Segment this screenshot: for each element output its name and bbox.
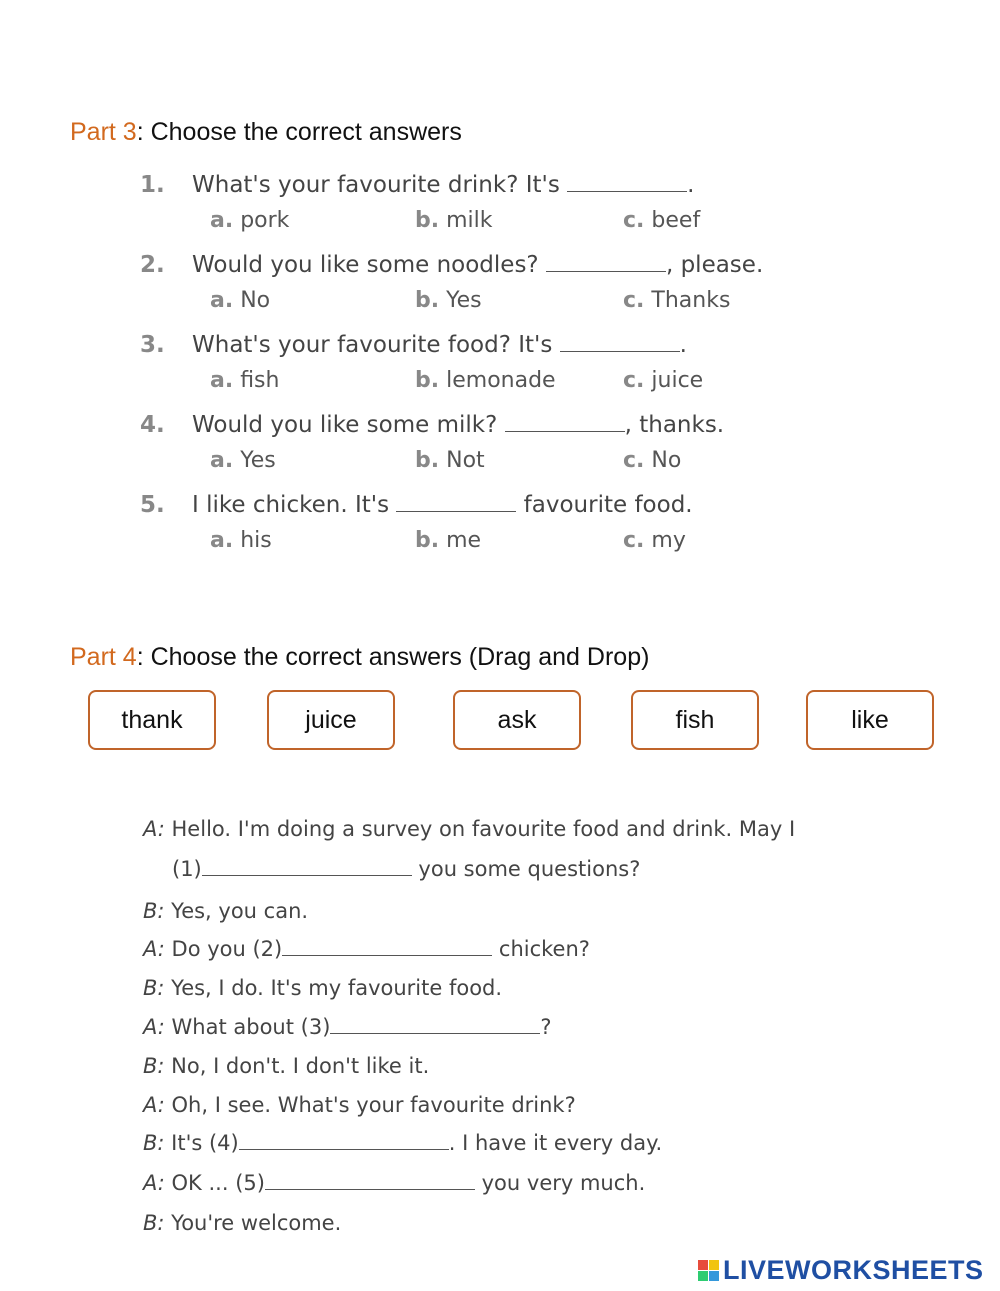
speaker: A:	[143, 1171, 165, 1195]
question-text-end: .	[679, 332, 687, 358]
answer-blank[interactable]	[546, 253, 666, 272]
speaker: B:	[143, 1054, 165, 1078]
drag-word-ask[interactable]: ask	[453, 690, 581, 750]
question-number: 1.	[140, 172, 165, 198]
option-letter: a.	[210, 448, 234, 473]
drag-word-juice[interactable]: juice	[267, 690, 395, 750]
option-text: Not	[446, 448, 485, 473]
part3-label: Part 3	[70, 118, 137, 146]
option-text: my	[651, 528, 686, 553]
question-4	[140, 412, 840, 473]
option-b[interactable]	[415, 208, 493, 233]
dialogue-text-end: ?	[540, 1015, 552, 1039]
option-text: Yes	[446, 288, 482, 313]
dialogue-text: Yes, I do. It's my favourite food.	[164, 976, 503, 1000]
dialogue-text: It's (4)	[164, 1131, 239, 1155]
logo-text: LIVEWORKSHEETS	[723, 1255, 984, 1285]
logo-block	[698, 1260, 708, 1270]
question-1	[140, 172, 840, 233]
dialogue-line-2	[172, 857, 640, 881]
speaker: B:	[143, 976, 165, 1000]
option-text: lemonade	[446, 368, 556, 393]
speaker: A:	[143, 1093, 165, 1117]
option-letter: b.	[415, 528, 440, 553]
option-a[interactable]	[210, 208, 289, 233]
dialogue-text: Yes, you can.	[164, 899, 309, 923]
dialogue-text: Oh, I see. What's your favourite drink?	[164, 1093, 576, 1117]
drop-zone-2[interactable]	[282, 939, 492, 956]
dialogue-line-1	[143, 817, 795, 841]
option-letter: c.	[623, 528, 645, 553]
dialogue-line-7	[143, 1054, 429, 1078]
logo-block	[698, 1271, 708, 1281]
part3-heading	[70, 118, 462, 147]
option-b[interactable]	[415, 528, 481, 553]
question-text-end: , thanks.	[624, 412, 725, 438]
part3-title: : Choose the correct answers	[136, 118, 462, 146]
dialogue-text: (1)	[172, 857, 202, 881]
drag-word-fish[interactable]: fish	[631, 690, 759, 750]
dialogue-line-11	[143, 1211, 341, 1235]
question-text: What's your favourite food? It's	[192, 332, 560, 358]
question-number: 2.	[140, 252, 165, 278]
question-number: 5.	[140, 492, 165, 518]
question-text: I like chicken. It's	[192, 492, 397, 518]
speaker: B:	[143, 1131, 165, 1155]
dialogue-line-4	[143, 937, 590, 961]
option-a[interactable]	[210, 368, 279, 393]
question-text: Would you like some milk?	[192, 412, 505, 438]
question-5	[140, 492, 840, 553]
question-text-end: , please.	[665, 252, 764, 278]
option-a[interactable]	[210, 288, 270, 313]
drop-zone-3[interactable]	[330, 1017, 540, 1034]
option-c[interactable]	[623, 528, 686, 553]
option-text: No	[240, 288, 271, 313]
option-text: pork	[240, 208, 290, 233]
option-b[interactable]	[415, 368, 556, 393]
logo-block	[709, 1260, 719, 1270]
logo-block	[709, 1271, 719, 1281]
speaker: B:	[143, 1211, 165, 1235]
dialogue-text: You're welcome.	[164, 1211, 342, 1235]
option-letter: b.	[415, 448, 440, 473]
drag-word-thank[interactable]: thank	[88, 690, 216, 750]
question-2	[140, 252, 840, 313]
question-text-end: favourite food.	[516, 492, 693, 518]
option-text: Yes	[240, 448, 276, 473]
dialogue-text-end: chicken?	[492, 937, 590, 961]
option-text: me	[446, 528, 482, 553]
option-c[interactable]	[623, 208, 700, 233]
dialogue-text: Do you (2)	[164, 937, 283, 961]
option-b[interactable]	[415, 288, 482, 313]
option-c[interactable]	[623, 288, 730, 313]
dialogue-text-end: you very much.	[474, 1171, 646, 1195]
part4-title: : Choose the correct answers (Drag and Drop)	[136, 643, 650, 671]
question-number: 4.	[140, 412, 165, 438]
part4-label: Part 4	[70, 643, 137, 671]
drop-zone-1[interactable]	[202, 859, 412, 876]
dialogue-text: OK ... (5)	[164, 1171, 265, 1195]
option-letter: a.	[210, 368, 234, 393]
speaker: A:	[143, 937, 165, 961]
dialogue-line-8	[143, 1093, 576, 1117]
dialogue-text: No, I don't. I don't like it.	[164, 1054, 430, 1078]
option-b[interactable]	[415, 448, 485, 473]
option-text: Thanks	[651, 288, 731, 313]
dialogue-line-10	[143, 1171, 645, 1195]
dialogue-line-6	[143, 1015, 552, 1039]
option-letter: b.	[415, 288, 440, 313]
part4-heading	[70, 643, 649, 672]
drop-zone-5[interactable]	[265, 1173, 475, 1190]
option-c[interactable]	[623, 448, 681, 473]
dialogue-line-3	[143, 899, 308, 923]
question-3	[140, 332, 840, 393]
logo-blocks-icon	[698, 1260, 719, 1281]
speaker: B:	[143, 899, 165, 923]
speaker: A:	[143, 1015, 165, 1039]
option-letter: a.	[210, 528, 234, 553]
option-letter: c.	[623, 448, 645, 473]
drop-zone-4[interactable]	[239, 1133, 449, 1150]
option-a[interactable]	[210, 528, 272, 553]
option-text: No	[651, 448, 682, 473]
option-text: milk	[446, 208, 493, 233]
question-text: Would you like some noodles?	[192, 252, 546, 278]
liveworksheets-logo	[698, 1255, 984, 1286]
option-letter: a.	[210, 208, 234, 233]
dialogue-text-end: you some questions?	[411, 857, 641, 881]
option-letter: b.	[415, 208, 440, 233]
speaker: A:	[143, 817, 165, 841]
drag-word-like[interactable]: like	[806, 690, 934, 750]
dialogue-text: What about (3)	[164, 1015, 331, 1039]
option-text: juice	[651, 368, 704, 393]
dialogue-line-5	[143, 976, 502, 1000]
question-number: 3.	[140, 332, 165, 358]
answer-blank[interactable]	[505, 413, 625, 432]
dialogue-text: Hello. I'm doing a survey on favourite food and drink. May I	[164, 817, 796, 841]
answer-blank[interactable]	[567, 173, 687, 192]
option-letter: c.	[623, 288, 645, 313]
question-text: What's your favourite drink? It's	[192, 172, 568, 198]
option-text: his	[240, 528, 272, 553]
option-letter: c.	[623, 368, 645, 393]
dialogue-text-end: . I have it every day.	[448, 1131, 663, 1155]
option-a[interactable]	[210, 448, 276, 473]
answer-blank[interactable]	[396, 493, 516, 512]
answer-blank[interactable]	[560, 333, 680, 352]
option-c[interactable]	[623, 368, 703, 393]
option-text: fish	[240, 368, 280, 393]
option-letter: c.	[623, 208, 645, 233]
dialogue-line-9	[143, 1131, 662, 1155]
option-text: beef	[651, 208, 701, 233]
question-text-end: .	[687, 172, 695, 198]
option-letter: a.	[210, 288, 234, 313]
option-letter: b.	[415, 368, 440, 393]
